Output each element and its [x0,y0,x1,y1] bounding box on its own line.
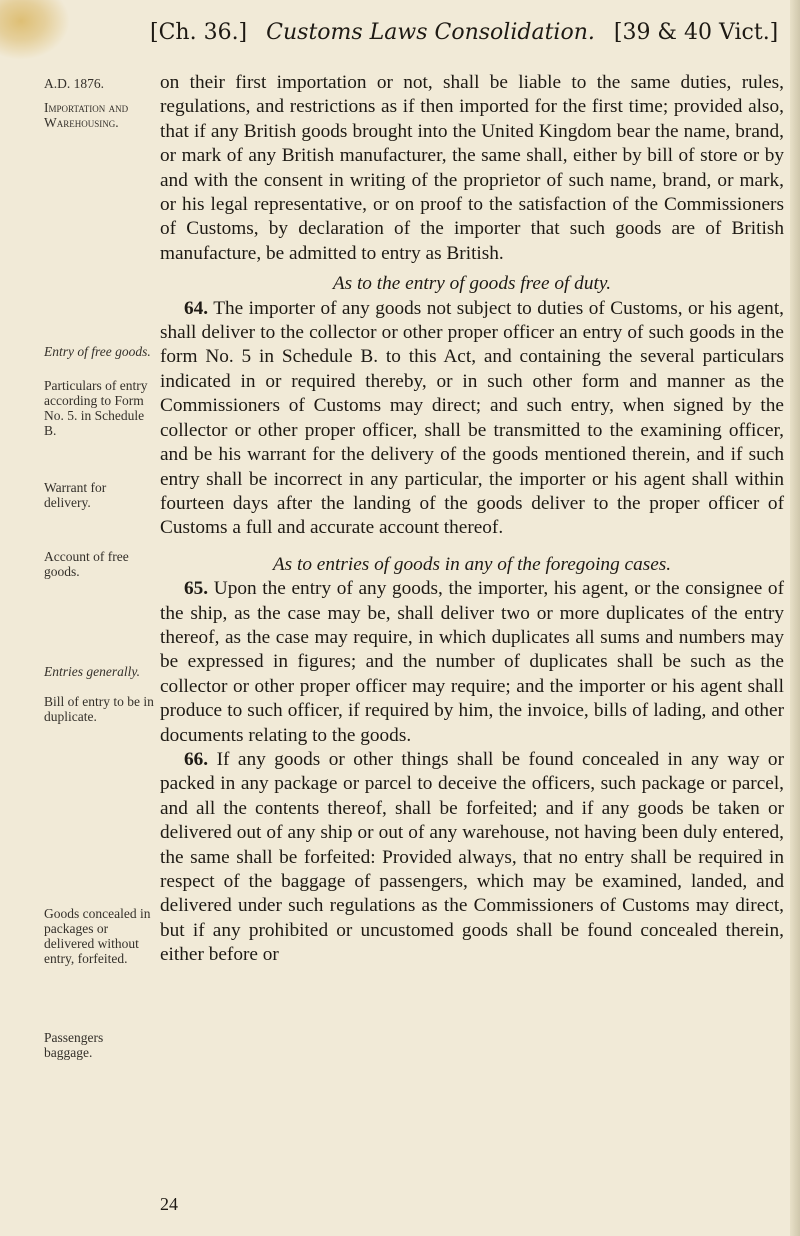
margin-bill-duplicate: Bill of entry to be in duplicate. [44,694,154,724]
margin-passengers: Passengers baggage. [44,1030,104,1060]
chapter-ref: [Ch. 36.] [150,20,248,45]
margin-goods-concealed: Goods concealed in packages or delivered without entry, forfeited. [44,906,151,966]
section-66 [160,748,784,968]
section-number: 66. [184,748,209,770]
margin-warrant: Warrant for delivery. [44,480,107,510]
margin-year: A.D. 1876. [44,76,104,91]
margin-particulars: Particulars of entry according to Form No. 5. in Schedule B. [44,378,148,438]
margin-entry-free: Entry of free goods. [44,344,151,359]
margin-account: Account of free goods. [44,549,129,579]
paper-stain [0,0,70,60]
act-title: Customs Laws Consolidation. [266,20,595,45]
body-text [160,71,784,968]
page-edge [790,0,800,1236]
section-64 [160,297,784,541]
section-number: 65. [184,578,209,600]
margin-entries-generally: Entries generally. [44,664,140,679]
running-header [150,20,790,45]
heading-free-goods: As to the entry of goods free of duty. [332,273,612,295]
margin-topic: Importation and Warehousing. [44,100,129,130]
section-text: The importer of any goods not subject to duties of Customs, or his agent, shall deliver to the collector or other proper officer an entry of such goods in the form No. 5 in Schedule B. to this Act, and containing the several particulars indicated in or required thereby, or in such other form and manner as the Commissioners of Customs may direct; and such entry, when signed by the collector or other proper officer, shall be transmitted to the examining officer, and be his warrant for the delivery of the goods mentioned therein, and if such entry shall be incorrect in any particular, the importer or his agent shall within fourteen days after the landing of the goods deliver to the proper officer of Customs a full and accurate account thereof. [160,297,784,539]
heading-entries: As to entries of goods in any of the foregoing cases. [272,553,672,575]
section-text: If any goods or other things shall be found concealed in any way or packed in any package or parcel to deceive the officers, such package or parcel, and all the contents thereof, shall be forfeited; and if any goods be taken or delivered out of any ship or out of any warehouse, not having been duly entered, the same shall be forfeited: Provided always, that no entry shall be required in respect of the baggage of passengers, which may be examined, landed, and delivered under such regulations as the Commissioners of Customs may direct, but if any prohibited or uncustomed goods shall be found concealed therein, either before or [160,748,784,966]
regnal-year: [39 & 40 Vict.] [613,20,779,45]
section-text: Upon the entry of any goods, the importer, his agent, or the consignee of the ship, as the case may be, shall deliver two or more duplicates of the entry thereof, as the case may require, in which duplicates all sums and numbers may be expressed in figures; and the number of duplicates shall be such as the collector or other proper officer may require; and the importer or his agent shall produce to such officer, if required by him, the invoice, bills of lading, and other documents relating to the goods. [160,578,784,746]
section-65 [160,577,784,748]
section-number: 64. [184,297,209,319]
page-number: 24 [160,1194,178,1214]
paragraph-continued: on their first importation or not, shall be liable to the same duties, rules, regulations, and restrictions as if then imported for the first time; provided also, that if any British goods brought into the United Kingdom bear the name, brand, or mark of any British manufacturer, the same shall, either by bill of store or by and with the consent in writing of the proprietor of such name, brand, or mark, or his legal representative, or on proof to the satisfaction of the Commissioners of Customs, by declaration of the importer that such goods are of British manufacture, be admitted to entry as British. [160,72,784,264]
